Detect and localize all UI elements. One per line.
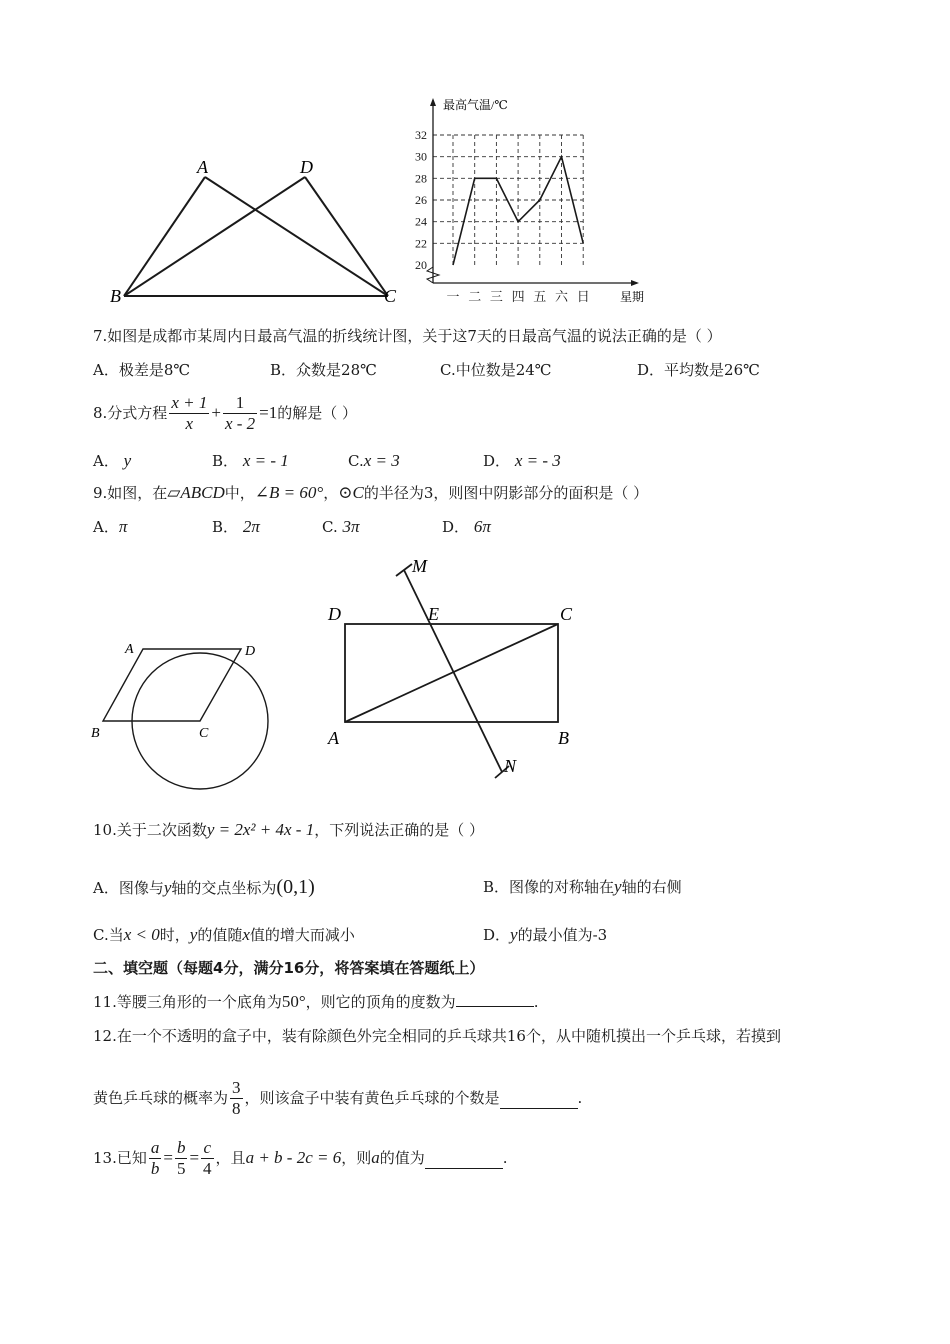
q9-c-value: 3π — [342, 517, 360, 536]
q12-text-1: 黄色乒乓球的概率为 — [93, 1089, 229, 1107]
q11-stem — [93, 992, 538, 1012]
q9-parallelogram: ▱ABCD — [167, 483, 225, 502]
y-tick-label: 32 — [415, 128, 427, 142]
figure-triangles — [100, 150, 410, 310]
q8-c-value: x = 3 — [363, 451, 400, 470]
q10-a-point: (0,1) — [276, 876, 315, 898]
label-d: D — [328, 604, 341, 624]
q12-fraction — [230, 1078, 243, 1119]
q13-text-3: ，则 — [341, 1149, 372, 1167]
q13-fraction-3 — [201, 1138, 214, 1179]
figure-parallelogram-circle — [85, 635, 285, 795]
q9-c-label: C. — [322, 518, 338, 536]
q9-d-value: 6π — [473, 517, 491, 536]
q12-end: . — [577, 1089, 583, 1107]
chart-xlabel: 星期 — [620, 290, 645, 304]
y-tick-label: 24 — [415, 214, 427, 229]
q9-option-a — [93, 517, 127, 537]
x-tick-label: 日 — [576, 289, 590, 304]
label-c: C — [199, 726, 209, 741]
label-c: C — [384, 286, 397, 306]
q8-option-c — [348, 451, 400, 471]
q7-option-b: B．众数是28℃ — [270, 361, 377, 379]
q13-condition: a + b - 2c = 6 — [245, 1148, 342, 1167]
label-m: M — [412, 556, 427, 576]
chart-axes — [427, 98, 639, 286]
q9-stem — [93, 483, 648, 503]
q8-option-b — [212, 451, 289, 471]
q10-c-x: x — [242, 925, 250, 944]
q9-text-2: 中， — [224, 484, 255, 502]
q13-variable: a — [371, 1148, 380, 1167]
y-tick-label: 20 — [415, 258, 427, 272]
q10-d-y: y — [510, 925, 518, 944]
q13-f2-num: b — [176, 1137, 186, 1157]
q8-c-label: C. — [348, 452, 364, 470]
q8-f1-num: x + 1 — [171, 392, 208, 412]
q10-function: y = 2x² + 4x - 1 — [206, 820, 315, 839]
q9-option-c — [322, 517, 360, 537]
label-d: D — [245, 644, 256, 659]
q9-a-value: π — [118, 517, 128, 536]
q13-text-2: ，且 — [215, 1149, 246, 1167]
chart-tick-labels — [415, 128, 590, 304]
q8-b-value: x = - 1 — [242, 451, 289, 470]
q9-text-4: 的半径为3，则图中阴影部分的面积是（ ） — [363, 484, 649, 502]
label-a: A — [125, 642, 134, 657]
q8-option-a — [93, 451, 131, 471]
label-c: C — [560, 604, 573, 624]
q13-fraction-1 — [149, 1138, 162, 1179]
q13-stem — [93, 1134, 508, 1182]
q13-end: . — [502, 1149, 508, 1167]
q10-c-text-3: 的值随 — [197, 926, 243, 944]
q13-text-4: 的值为 — [379, 1149, 425, 1167]
q13-text-1: 13.已知 — [93, 1149, 147, 1167]
q9-b-label: B． — [212, 518, 239, 536]
q10-a-y: y — [163, 878, 172, 897]
q7-option-d: D．平均数是26℃ — [637, 361, 760, 379]
q8-fraction-1 — [169, 393, 209, 434]
label-b: B — [91, 726, 100, 741]
q10-stem — [93, 820, 484, 840]
q10-b-text-2: 轴的右侧 — [621, 878, 682, 896]
q9-a-label: A． — [93, 518, 119, 536]
y-tick-label: 28 — [415, 171, 427, 186]
q8-equals: =1 — [259, 403, 278, 422]
q13-answer-blank[interactable] — [425, 1154, 503, 1169]
q10-d-text-1: D． — [483, 926, 511, 944]
q8-stem — [93, 391, 357, 435]
q10-option-d — [483, 925, 607, 945]
y-tick-label: 22 — [415, 236, 427, 251]
q7-option-c: C.中位数是24℃ — [440, 361, 552, 379]
q8-prefix: 8.分式方程 — [93, 404, 168, 422]
chart-ylabel: 最高气温/℃ — [443, 98, 508, 112]
q11-text-2: ，则它的顶角的度数为 — [305, 993, 456, 1011]
q10-option-b — [483, 877, 682, 897]
q11-angle: 50° — [281, 992, 306, 1011]
q9-angle: ∠B = 60° — [254, 483, 324, 502]
q13-f3-den: 4 — [203, 1158, 212, 1178]
q7-option-a: A．极差是8℃ — [93, 361, 191, 379]
figure-rectangle-bisector — [320, 550, 590, 790]
q8-b-label: B． — [212, 452, 239, 470]
label-e: E — [428, 604, 439, 624]
q10-c-y: y — [189, 925, 198, 944]
label-a: A — [197, 157, 208, 177]
q11-text-1: 11.等腰三角形的一个底角为 — [93, 993, 282, 1011]
q10-a-text-2: 轴的交点坐标为 — [171, 879, 277, 897]
y-tick-label: 30 — [415, 149, 427, 164]
x-tick-label: 五 — [533, 289, 547, 304]
q12-denominator: 8 — [232, 1098, 241, 1118]
x-tick-label: 二 — [468, 289, 482, 304]
section-title: 二、填空题（每题4分，满分16分，将答案填在答题纸上） — [93, 959, 485, 977]
q10-b-text-1: B．图像的对称轴在 — [483, 878, 615, 896]
q8-plus: + — [211, 403, 221, 422]
q8-d-label: D． — [483, 452, 511, 470]
x-axis-arrow — [631, 280, 639, 286]
x-tick-label: 三 — [489, 289, 503, 304]
label-n: N — [504, 756, 517, 776]
label-d: D — [300, 157, 313, 177]
q9-b-value: 2π — [242, 517, 260, 536]
q12-text-2: ，则该盒子中装有黄色乒乓球的个数是 — [244, 1089, 500, 1107]
y-axis-arrow — [430, 98, 436, 106]
q8-a-label: A． — [93, 452, 119, 470]
q12-line-1: 12.在一个不透明的盒子中，装有除颜色外完全相同的乒乓球共16个，从中随机摸出一个乒乓球，若摸到 — [93, 1027, 781, 1045]
q13-f2-den: 5 — [176, 1158, 186, 1178]
q9-option-b — [212, 517, 260, 537]
q12-answer-blank[interactable] — [500, 1094, 578, 1109]
q13-eq-1: = — [163, 1148, 173, 1167]
q8-d-value: x = - 3 — [514, 451, 561, 470]
q10-option-c — [93, 925, 355, 945]
q7-stem: 7.如图是成都市某周内日最高气温的折线统计图，关于这7天的日最高气温的说法正确的是（ ） — [93, 327, 722, 345]
q13-f1-den: b — [150, 1158, 160, 1178]
q9-d-label: D． — [442, 518, 470, 536]
q9-option-d — [442, 517, 491, 537]
q10-text-1: 10.关于二次函数 — [93, 821, 207, 839]
q13-fraction-2 — [175, 1138, 188, 1179]
q11-end: . — [533, 993, 539, 1011]
q10-c-condition: x < 0 — [123, 925, 160, 944]
q12-numerator: 3 — [232, 1077, 241, 1097]
q8-f2-num: 1 — [223, 393, 257, 414]
q10-b-y: y — [614, 877, 622, 896]
q13-eq-2: = — [189, 1148, 200, 1167]
q13-f1-num: a — [150, 1137, 160, 1157]
x-tick-label: 一 — [446, 289, 460, 304]
q12-line-2 — [93, 1074, 582, 1122]
q11-answer-blank[interactable] — [456, 992, 534, 1007]
q13-f3-num: c — [201, 1138, 214, 1159]
label-b: B — [110, 286, 121, 306]
x-tick-label: 六 — [554, 289, 569, 304]
temperature-line-chart — [405, 95, 665, 310]
q10-text-2: ，下列说法正确的是（ ） — [314, 821, 484, 839]
x-tick-label: 四 — [511, 289, 525, 304]
label-b: B — [558, 728, 569, 748]
q8-fraction-2 — [223, 393, 257, 434]
q10-c-text-2: 时， — [159, 926, 190, 944]
y-tick-label: 26 — [415, 193, 427, 207]
q10-c-text-4: 值的增大而减小 — [249, 926, 355, 944]
q8-f1-den: x — [185, 413, 194, 433]
q10-d-text-2: 的最小值为-3 — [517, 926, 608, 944]
q9-text-1: 9.如图，在 — [93, 484, 168, 502]
q8-option-d — [483, 451, 561, 471]
q8-suffix: 的解是（ ） — [277, 404, 358, 422]
q9-circle: ⊙C — [338, 483, 364, 502]
q9-text-3: ， — [323, 484, 339, 502]
label-a: A — [328, 728, 339, 748]
q10-option-a — [93, 877, 315, 898]
q10-a-text-1: A．图像与 — [93, 879, 164, 897]
q8-f2-den: x - 2 — [224, 413, 256, 433]
q10-c-text-1: C.当 — [93, 926, 124, 944]
q8-a-value: y — [123, 451, 132, 470]
